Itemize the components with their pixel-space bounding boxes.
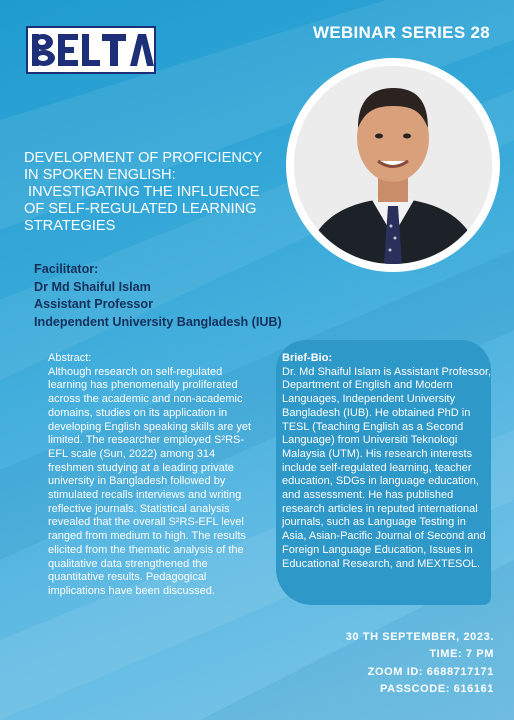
event-time: TIME: 7 PM bbox=[429, 648, 494, 661]
bio-block bbox=[282, 352, 492, 571]
title-line: STRATEGIES bbox=[24, 218, 116, 234]
bio-label: Brief-Bio: bbox=[282, 352, 333, 364]
event-details bbox=[346, 629, 494, 698]
zoom-passcode: PASSCODE: 616161 bbox=[380, 682, 494, 695]
title-line: INVESTIGATING THE INFLUENCE bbox=[24, 184, 260, 200]
abstract-block bbox=[48, 352, 260, 599]
facilitator-position: Assistant Professor bbox=[34, 297, 153, 312]
abstract-label: Abstract: bbox=[48, 352, 92, 364]
bio-text: Dr. Md Shaiful Islam is Assistant Professor, Department of English and Modern Languages, Independent University Bangladesh (IUB). He obtained PhD in TESL (Teaching English as a Second Language) from Universiti Teknologi Malaysia (UTM). His research interests include self-regulated learning, teacher education, SDGs in language education, and assessment. He has published research articles in reputed international journals, such as Language Testing in Asia, Asian-Pacific Journal of Second and Foreign Language Education, Issues in Educational Research, and MEXTESOL. bbox=[282, 365, 492, 570]
title-line: DEVELOPMENT OF PROFICIENCY bbox=[24, 150, 263, 166]
event-date: 30 TH SEPTEMBER, 2023. bbox=[345, 631, 494, 643]
speaker-photo bbox=[294, 66, 492, 264]
zoom-id: ZOOM ID: 6688717171 bbox=[367, 665, 494, 678]
title-line: OF SELF-REGULATED LEARNING bbox=[24, 201, 257, 217]
facilitator-label: Facilitator: bbox=[34, 262, 99, 276]
abstract-text: Although research on self-regulated learning has phenomenally proliferated across the academic and non-academic domains, studies on its application in developing English speaking skills are yet limited. The researcher employed S²RS-EFL scale (Sun, 2022) among 314 freshmen studying at a leading private university in Bangladesh followed by stimulated recalls interviews and writing reflective journals. Statistical analysis revealed that the overall S²RS-EFL level ranged from medium to high. The results elicited from the thematic analysis of the qualitative data strengthened the quantitative results. Pedagogical implications have been discussed. bbox=[48, 365, 252, 597]
webinar-title bbox=[24, 150, 294, 235]
title-line: IN SPOKEN ENGLISH: bbox=[24, 167, 176, 183]
facilitator-institution: Independent University Bangladesh (IUB) bbox=[34, 314, 282, 329]
facilitator-name: Dr Md Shaiful Islam bbox=[34, 279, 151, 294]
facilitator-block bbox=[34, 261, 282, 331]
webinar-series-label: WEBINAR SERIES 28 bbox=[312, 23, 490, 42]
belta-logo bbox=[26, 26, 156, 74]
